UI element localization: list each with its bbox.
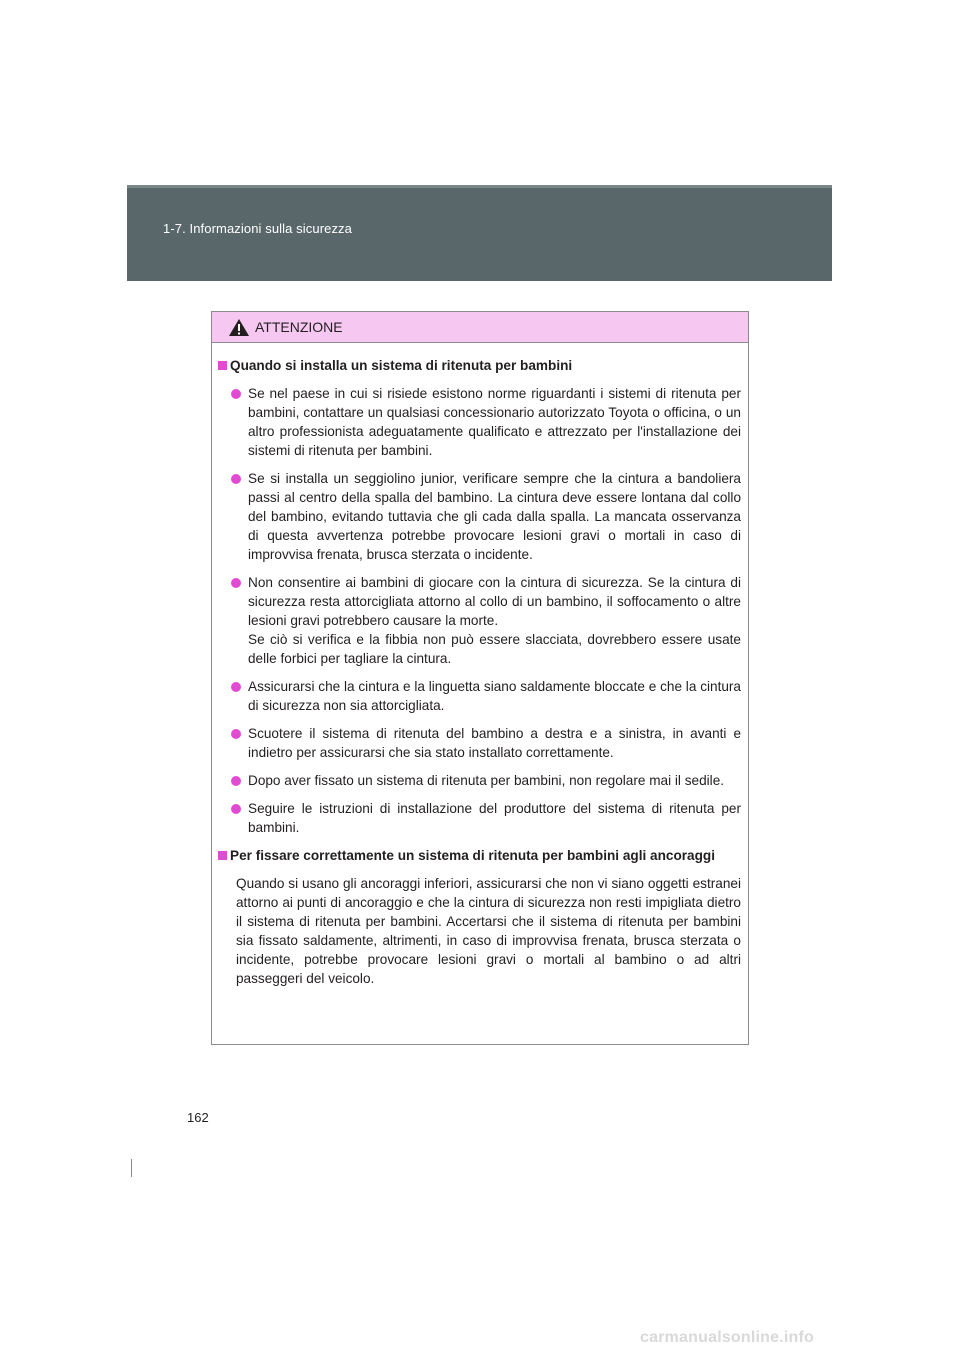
square-bullet-icon [218,851,227,860]
warning-triangle-icon [228,318,250,337]
section-header-bar [127,185,832,281]
header-top-line [127,185,832,188]
list-item-text: Scuotere il sistema di ritenuta del bambino a destra e a sinistra, in avanti e indietro per assicurarsi che sia stato installato correttamente. [248,726,741,760]
site-watermark: carmanualsonline.info [640,1329,815,1346]
list-item-text: Assicurarsi che la cintura e la linguetta siano saldamente bloccate e che la cintura di sicurezza non sia attorcigliata. [248,679,741,713]
list-item-text: Non consentire ai bambini di giocare con la cintura di sicurezza. Se la cintura di sicurezza resta attorcigliata attorno al collo di un bambino, il soffocamento o altre lesioni gravi potrebbero causare la morte. [248,575,741,628]
list-item [218,724,741,762]
warning-header [212,312,748,343]
warning-label: ATTENZIONE [255,319,343,335]
list-item-text: Se nel paese in cui si risiede esistono norme riguardanti i sistemi di ritenuta per bambini, contattare un qualsiasi concessionario autorizzato Toyota o officina, o un altro professionista adeguatamente qualificato e attrezzato per l'installazione dei sistemi di ritenuta per bambini. [248,386,741,458]
list-item [218,469,741,564]
list-item [218,677,741,715]
list-item-text: Seguire le istruzioni di installazione del produttore del sistema di ritenuta per bambini. [248,801,741,835]
list-item [218,573,741,668]
list-item-text: Se si installa un seggiolino junior, verificare sempre che la cintura a bandoliera passi al centro della spalla del bambino. La cintura deve essere lontana dal collo del bambino, evitando tuttavia che gli cada dalla spalla. La mancata osservanza di questa avvertenza potrebbe provocare lesioni gravi o mortali in caso di improvvisa frenata, brusca sterzata o incidente. [248,471,741,562]
page-number: 162 [187,1110,209,1125]
list-item-text: Se ciò si verifica e la fibbia non può essere slacciata, dovrebbero essere usate delle forbici per tagliare la cintura. [248,632,741,666]
round-bullet-icon [231,578,241,588]
section-heading [218,356,741,375]
list-item [218,384,741,460]
section-heading [218,846,741,865]
warning-body [212,343,748,988]
section-title: 1-7. Informazioni sulla sicurezza [163,221,352,236]
round-bullet-icon [231,389,241,399]
section-heading-text: Quando si installa un sistema di ritenuta per bambini [230,358,573,373]
round-bullet-icon [231,804,241,814]
list-item [218,799,741,837]
crop-mark [131,1159,132,1177]
list-item [218,771,741,790]
square-bullet-icon [218,361,227,370]
round-bullet-icon [231,729,241,739]
section-heading-text: Per fissare correttamente un sistema di ritenuta per bambini agli ancoraggi [230,848,715,863]
round-bullet-icon [231,474,241,484]
list-item-text: Dopo aver fissato un sistema di ritenuta per bambini, non regolare mai il sedile. [248,773,725,788]
warning-box [211,311,749,1045]
round-bullet-icon [231,776,241,786]
paragraph-text: Quando si usano gli ancoraggi inferiori, assicurarsi che non vi siano oggetti estranei attorno ai punti di ancoraggio e che la cintura di sicurezza non resti impigliata dietro il sistema di ritenuta per bambini. Accertarsi che il sistema di ritenuta per bambini sia fissato saldamente, altrimenti, in caso di improvvisa frenata, brusca sterzata o incidente, potrebbe provocare lesioni gravi o mortali al bambino o ad altri passeggeri del veicolo. [236,876,741,986]
round-bullet-icon [231,682,241,692]
section-paragraph [218,874,741,988]
